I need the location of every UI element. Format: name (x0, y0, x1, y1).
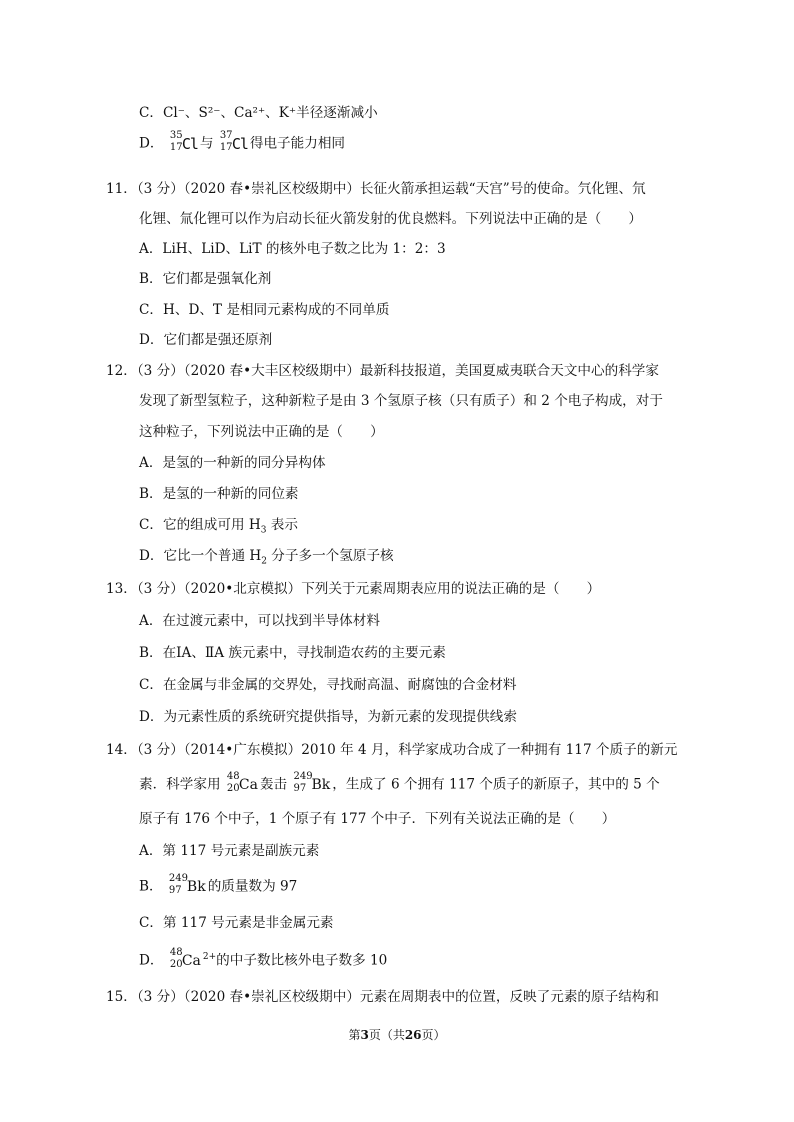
q12-option-c: C．它的组成可用 $H_3$ 表示 (139, 517, 298, 536)
q14-line3: 原子有 176 个中子，1 个原子有 177 个中子．下列有关说法正确的是（ ） (139, 811, 616, 827)
isotope-cl37: 37 17 Cl (219, 130, 248, 153)
q12-option-a: A．是氢的一种新的同分异构体 (139, 455, 326, 471)
q14-option-c: C．第 117 号元素是非金属元素 (139, 915, 334, 931)
option-d-prev: D． 35 17 Cl 与 37 17 Cl 得电子能力相同 (139, 130, 346, 153)
isotope-bk249: 249 97 Bk (293, 771, 331, 794)
q11-line2: 化锂、氚化锂可以作为启动长征火箭发射的优良燃料。下列说法中正确的是（ ） (139, 211, 642, 227)
page-number: 3 (360, 1028, 369, 1042)
option-c-prev: C．Cl⁻、S²⁻、Ca²⁺、K⁺半径逐渐减小 (139, 105, 378, 121)
q12-line1: 12．（3 分）（2020 春•大丰区校级期中）最新科技报道，美国夏威夷联合天文中心的科学家 (106, 363, 659, 379)
q14-option-a: A．第 117 号元素是副族元素 (139, 843, 320, 859)
q11-option-d: D．它们都是强还原剂 (139, 332, 273, 348)
q13-option-c: C．在金属与非金属的交界处，寻找耐高温、耐腐蚀的合金材料 (139, 677, 517, 693)
isotope-cl35: 35 17 Cl (169, 130, 198, 153)
q11-line1: 11．（3 分）（2020 春•崇礼区校级期中）长征火箭承担运载“天宫”号的使命。氕化锂、氘 (106, 181, 646, 197)
q12-option-b: B．是氢的一种新的同位素 (139, 486, 299, 502)
q13-line1: 13．（3 分）（2020•北京模拟）下列关于元素周期表应用的说法正确的是（ ） (106, 581, 601, 597)
q11-option-b: B．它们都是强氧化剂 (139, 271, 272, 287)
q12-line2: 发现了新型氢粒子，这种新粒子是由 3 个氢原子核（只有质子）和 2 个电子构成，对于 (139, 393, 663, 409)
isotope-bk249: 249 97 Bk (168, 873, 206, 896)
q13-option-d: D．为元素性质的系统研究提供指导，为新元素的发现提供线索 (139, 709, 517, 725)
page-footer: 第3页（共26页） (348, 1028, 446, 1042)
page-total: 26 (404, 1028, 422, 1042)
q14-option-b: B． 249 97 Bk 的质量数为 97 (139, 873, 298, 896)
q11-option-c: C．H、D、T 是相同元素构成的不同单质 (139, 302, 390, 318)
q11-option-a: A．LiH、LiD、LiT 的核外电子数之比为 1：2：3 (139, 241, 446, 257)
q13-option-a: A．在过渡元素中，可以找到半导体材料 (139, 613, 380, 629)
q14-option-d: D． 48 20 Ca $^{2+}$的中子数比核外电子数多 10 (139, 947, 388, 971)
q14-line2: 素．科学家用 48 20 Ca 轰击 249 97 Bk ，生成了 6 个拥有 117 个质子的新原子，其中的 5 个 (139, 771, 660, 794)
q13-option-b: B．在ⅠA、ⅡA 族元素中，寻找制造农药的主要元素 (139, 645, 446, 661)
q12-line3: 这种粒子，下列说法中正确的是（ ） (139, 424, 384, 440)
q14-line1: 14．（3 分）（2014•广东模拟）2010 年 4 月，科学家成功合成了一种拥有 117 个质子的新元 (106, 742, 678, 758)
isotope-ca48: 48 20 Ca (169, 947, 201, 971)
q12-option-d: D．它比一个普通 $H_2$ 分子多一个氢原子核 (139, 548, 394, 567)
isotope-ca48: 48 20 Ca (226, 771, 258, 794)
q15-line1: 15．（3 分）（2020 春•崇礼区校级期中）元素在周期表中的位置，反映了元素的原子结构和 (106, 989, 659, 1005)
